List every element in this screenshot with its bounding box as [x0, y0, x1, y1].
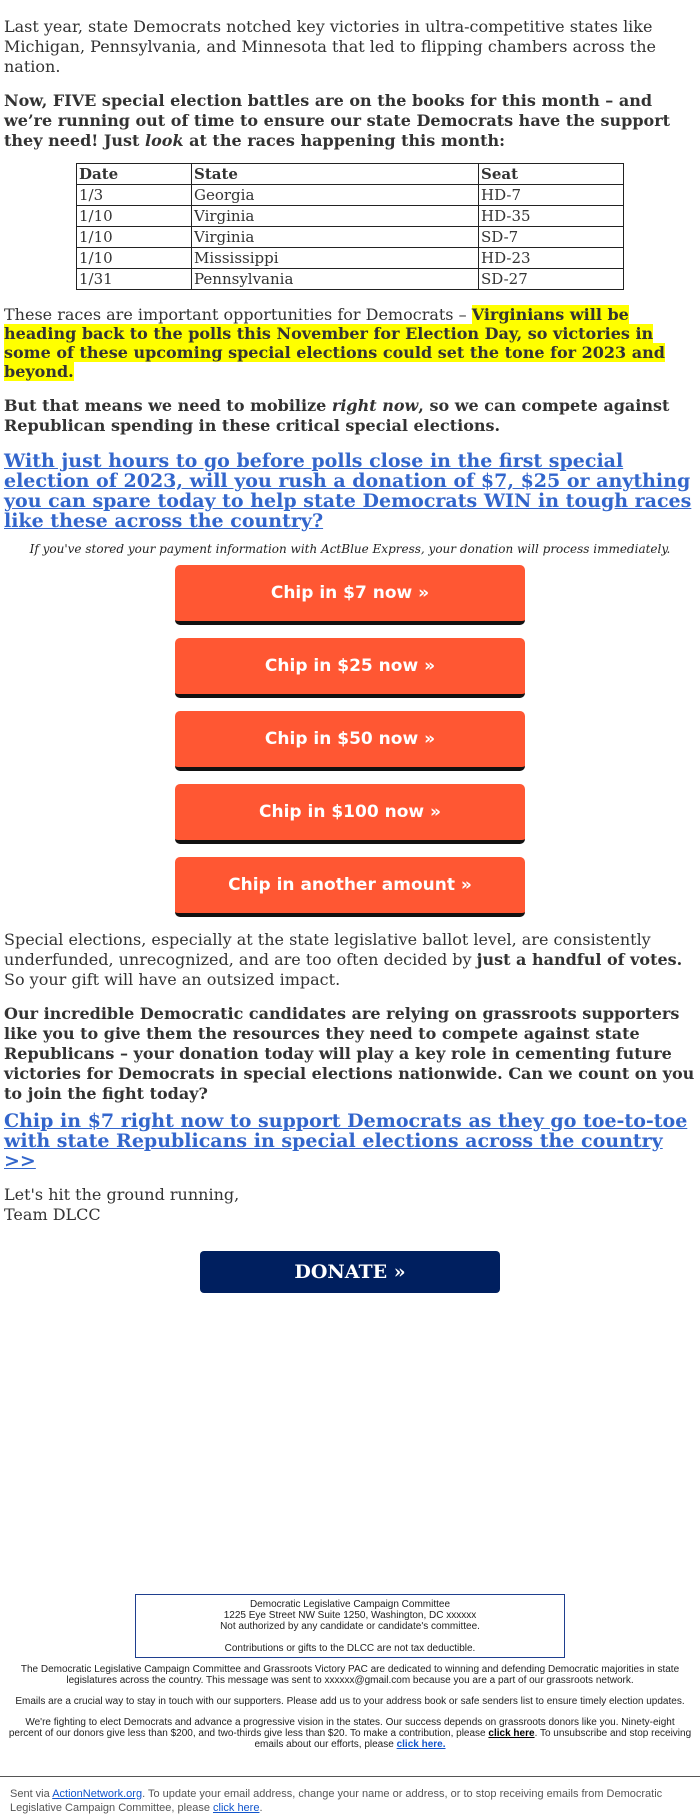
donation-button-group: [4, 565, 696, 917]
action-network-link[interactable]: ActionNetwork.org: [52, 1788, 143, 1800]
donation-ask-link[interactable]: With just hours to go before polls close in the first special election of 2023, will you rush a donation of $7, $25 or anything you can spare today to help state Democrats WIN in tough races like these across the country?: [4, 450, 692, 532]
unsubscribe-link[interactable]: click here.: [396, 1739, 446, 1750]
signoff: Let's hit the ground running, Team DLCC: [4, 1185, 240, 1224]
org-address: 1225 Eye Street NW Suite 1250, Washington, DC xxxxxx: [223, 1610, 477, 1621]
authorization-notice: Not authorized by any candidate or candidate's committee.: [220, 1621, 480, 1632]
race-date: 1/10: [77, 248, 192, 269]
races-table: [76, 163, 624, 290]
mobilize-paragraph: But that means we need to mobilize right now, so we can compete against Republican spending in these critical special elections.: [4, 396, 670, 435]
race-state: Virginia: [192, 206, 479, 227]
table-header-row: [77, 164, 624, 185]
race-seat: SD-7: [479, 227, 624, 248]
chip-in-50-button[interactable]: Chip in $50 now »: [175, 711, 525, 771]
race-seat: HD-7: [479, 185, 624, 206]
intro-paragraph-races: Now, FIVE special election battles are on the books for this month – and we’re running out of time to ensure our state Democrats have the support they need! Just look at the races happening this month:: [4, 91, 671, 150]
race-state: Georgia: [192, 185, 479, 206]
table-row: [77, 206, 624, 227]
column-header-seat: Seat: [479, 164, 624, 185]
safe-senders-paragraph: Emails are a crucial way to stay in touch with our supporters. Please add us to your address book or safe senders list to ensure timely election updates.: [15, 1696, 685, 1707]
about-paragraph: The Democratic Legislative Campaign Committee and Grassroots Victory PAC are dedicated to winning and defending Democratic majorities in state legislatures across the country. This message was sent to xxxxxx@gmail.com because you are a part of our grassroots network.: [20, 1664, 680, 1686]
race-state: Mississippi: [192, 248, 479, 269]
address-box: [135, 1594, 565, 1658]
chip-in-100-button[interactable]: Chip in $100 now »: [175, 784, 525, 844]
special-elections-paragraph: Special elections, especially at the state legislative ballot level, are consistently underfunded, unrecognized, and are too often decided by just a handful of votes. So your gift will have an outsized impact.: [4, 930, 683, 989]
contribute-link[interactable]: click here: [488, 1728, 535, 1739]
race-date: 1/3: [77, 185, 192, 206]
signature: Team DLCC: [4, 1205, 101, 1224]
actblue-express-note: If you've stored your payment information with ActBlue Express, your donation will process immediately.: [29, 542, 671, 556]
sent-via-footer: Sent via ActionNetwork.org. To update your email address, change your name or address, or to stop receiving emails from Democratic Legislative Campaign Committee, please click here.: [0, 1776, 700, 1815]
org-name: Democratic Legislative Campaign Committee: [249, 1599, 451, 1610]
chip-in-7-button[interactable]: Chip in $7 now »: [175, 565, 525, 625]
column-header-state: State: [192, 164, 479, 185]
chip-in-25-button[interactable]: Chip in $25 now »: [175, 638, 525, 698]
chip-in-other-amount-button[interactable]: Chip in another amount »: [175, 857, 525, 917]
donate-button[interactable]: DONATE »: [200, 1251, 500, 1293]
chip-in-7-link[interactable]: Chip in $7 right now to support Democrats as they go toe-to-toe with state Republicans in special elections across the country >>: [4, 1110, 688, 1172]
tax-notice: Contributions or gifts to the DLCC are not tax deductible.: [224, 1643, 476, 1654]
candidates-paragraph: Our incredible Democratic candidates are relying on grassroots supporters like you to give them the resources they need to compete against state Republicans – your donation today will play a key role in cementing future victories for Democrats in special elections nationwide. Can we count on you to join the fight today?: [4, 1004, 695, 1103]
race-date: 1/10: [77, 227, 192, 248]
race-date: 1/31: [77, 269, 192, 290]
race-seat: SD-27: [479, 269, 624, 290]
footer: [0, 1594, 700, 1750]
race-state: Pennsylvania: [192, 269, 479, 290]
table-row: [77, 248, 624, 269]
table-row: [77, 227, 624, 248]
intro-paragraph: Last year, state Democrats notched key victories in ultra-competitive states like Michigan, Pennsylvania, and Minnesota that led to flipping chambers across the nation.: [4, 17, 656, 76]
update-preferences-link[interactable]: click here: [213, 1802, 260, 1814]
opportunities-paragraph: These races are important opportunities for Democrats – Virginians will be heading back to the polls this November for Election Day, so victories in some of these upcoming special elections could set the tone for 2023 and beyond.: [4, 305, 665, 381]
contribution-paragraph: We're fighting to elect Democrats and advance a progressive vision in the states. Our success depends on grassroots donors like you. Ninety-eight percent of our donors give less than $200, and two-thirds give less than $20. To make a contribution, please click here. To unsubscribe and stop receiving emails about our efforts, please click here.: [8, 1717, 692, 1750]
table-row: [77, 269, 624, 290]
table-row: [77, 185, 624, 206]
race-state: Virginia: [192, 227, 479, 248]
race-date: 1/10: [77, 206, 192, 227]
column-header-date: Date: [77, 164, 192, 185]
highlighted-text: Virginians will be heading back to the polls this November for Election Day, so victories in some of these upcoming special elections could set the tone for 2023 and beyond.: [4, 305, 665, 381]
email-body: [0, 17, 700, 1293]
race-seat: HD-35: [479, 206, 624, 227]
race-seat: HD-23: [479, 248, 624, 269]
